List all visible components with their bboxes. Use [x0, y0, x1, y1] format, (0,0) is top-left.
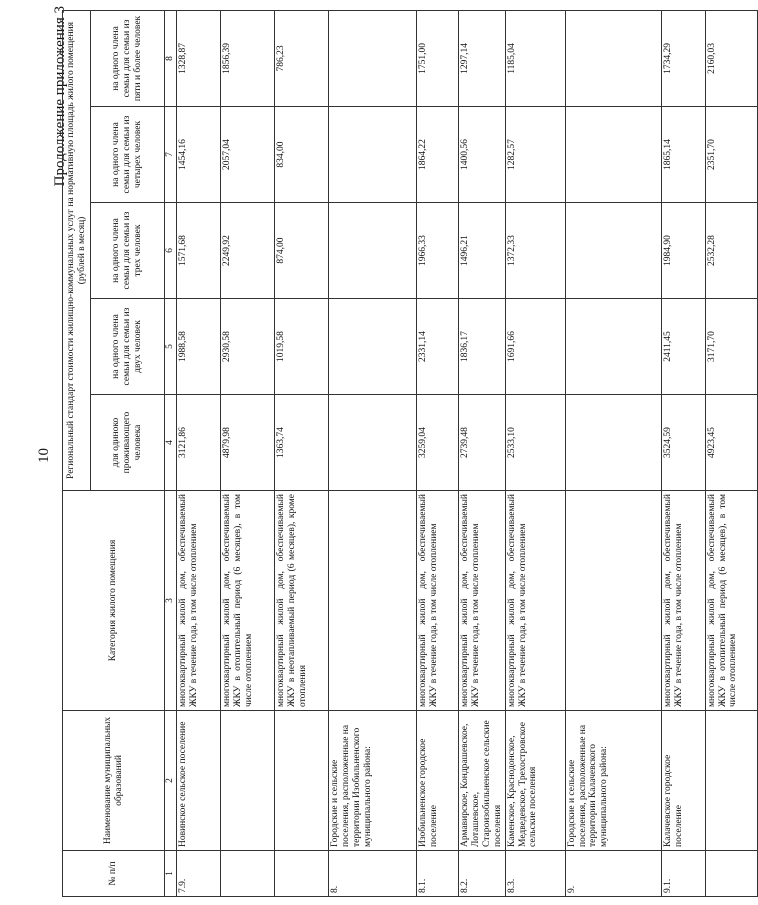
cost-value: 2057,04	[220, 107, 274, 203]
cost-value: 2930,58	[220, 299, 274, 395]
cost-value: 1282,57	[505, 107, 565, 203]
municipality-name: Новинское сельское поселение	[176, 711, 220, 851]
housing-category	[565, 491, 661, 711]
cost-value	[565, 299, 661, 395]
municipality-name: Городские и сельские поселения, расположенные на территории Калачевского муниципального района:	[565, 711, 661, 851]
cost-value: 3259,04	[416, 395, 458, 491]
cost-value: 4923,45	[705, 395, 757, 491]
cost-value	[565, 203, 661, 299]
cost-value: 3121,86	[176, 395, 220, 491]
col-index: 3	[165, 491, 177, 711]
page-number: 10	[36, 448, 52, 463]
cost-value: 3171,70	[705, 299, 757, 395]
cost-value: 1363,74	[274, 395, 328, 491]
cost-value: 1019,58	[274, 299, 328, 395]
table-row	[565, 10, 661, 896]
header-col7: на одного члена семьи для семьи из четырех человек	[91, 107, 165, 203]
cost-value	[328, 10, 416, 106]
row-number: 7.9.	[176, 851, 220, 897]
housing-category: многоквартирный жилой дом, обеспечиваемый ЖКУ в течение года, в том числе отоплением	[176, 491, 220, 711]
cost-value: 1400,56	[458, 107, 505, 203]
cost-value	[328, 395, 416, 491]
header-col6: на одного члена семьи для семьи из трех человек	[91, 203, 165, 299]
row-number: 8.2.	[458, 851, 505, 897]
row-number	[274, 851, 328, 897]
municipality-name: Городские и сельские поселения, расположенные на территории Изобильненского муниципального района:	[328, 711, 416, 851]
col-index: 6	[165, 203, 177, 299]
header-standard: Региональный стандарт стоимости жилищно-коммунальных услуг на нормативную площадь жилого помещения (рублей в месяц)	[63, 10, 91, 490]
housing-cost-table	[62, 10, 758, 897]
cost-value: 1836,17	[458, 299, 505, 395]
housing-category: многоквартирный жилой дом, обеспечиваемый ЖКУ в течение года, в том числе отоплением	[661, 491, 705, 711]
cost-value: 1454,16	[176, 107, 220, 203]
cost-value: 1984,90	[661, 203, 705, 299]
col-index: 2	[165, 711, 177, 851]
table-row	[328, 10, 416, 896]
cost-value: 874,00	[274, 203, 328, 299]
col-index: 7	[165, 107, 177, 203]
table-row	[505, 10, 565, 896]
cost-value: 1988,58	[176, 299, 220, 395]
municipality-name	[705, 711, 757, 851]
row-number: 9.	[565, 851, 661, 897]
table-row	[220, 10, 274, 896]
cost-value: 1297,14	[458, 10, 505, 106]
col-index: 4	[165, 395, 177, 491]
cost-value	[328, 107, 416, 203]
cost-value: 2351,70	[705, 107, 757, 203]
cost-value: 2331,14	[416, 299, 458, 395]
cost-value: 1856,39	[220, 10, 274, 106]
housing-category: многоквартирный жилой дом, обеспечиваемый ЖКУ в отопительный период (6 месяцев), в том числе отоплением	[705, 491, 757, 711]
header-num: № п/п	[63, 851, 165, 897]
cost-value: 1734,29	[661, 10, 705, 106]
row-number: 8.1.	[416, 851, 458, 897]
cost-value	[328, 299, 416, 395]
table-row	[661, 10, 705, 896]
header-category: Категория жилого помещения	[63, 491, 165, 711]
header-col5: на одного члена семьи для семьи из двух человек	[91, 299, 165, 395]
municipality-name	[274, 711, 328, 851]
housing-category: многоквартирный жилой дом, обеспечиваемый ЖКУ в течение года, в том числе отоплением	[505, 491, 565, 711]
table-row	[274, 10, 328, 896]
cost-value: 4879,98	[220, 395, 274, 491]
municipality-name: Каменское, Краснодонское, Медведевское, Трехостровское сельские поселения	[505, 711, 565, 851]
column-index-row	[165, 10, 177, 896]
municipality-name: Армавирское, Кондрашевское, Лоташевское, Староизобильненское сельские поселения	[458, 711, 505, 851]
cost-value: 786,23	[274, 10, 328, 106]
cost-value: 834,00	[274, 107, 328, 203]
housing-category: многоквартирный жилой дом, обеспечиваемый ЖКУ в отопительный период (6 месяцев), в том числе отоплением	[220, 491, 274, 711]
cost-value: 3524,59	[661, 395, 705, 491]
municipality-name	[220, 711, 274, 851]
cost-value: 1328,87	[176, 10, 220, 106]
row-number: 8.3.	[505, 851, 565, 897]
row-number	[220, 851, 274, 897]
header-col8: на одного члена семьи для семьи из пяти и более человек	[91, 10, 165, 106]
cost-value: 1571,68	[176, 203, 220, 299]
cost-value: 1691,66	[505, 299, 565, 395]
table-row	[416, 10, 458, 896]
cost-value: 1966,33	[416, 203, 458, 299]
cost-value	[328, 203, 416, 299]
housing-category: многоквартирный жилой дом, обеспечиваемый ЖКУ в неотапливаемый период (6 месяцев), кроме отопления	[274, 491, 328, 711]
cost-value: 2160,03	[705, 10, 757, 106]
header-name: Наименование муниципальных образований	[63, 711, 165, 851]
municipality-name: Изобильненское городское поселение	[416, 711, 458, 851]
row-number	[705, 851, 757, 897]
cost-value: 1496,21	[458, 203, 505, 299]
table-row	[176, 10, 220, 896]
municipality-name: Калачевское городское поселение	[661, 711, 705, 851]
cost-value: 2533,10	[505, 395, 565, 491]
cost-value: 2249,92	[220, 203, 274, 299]
col-index: 8	[165, 10, 177, 106]
cost-value: 2411,45	[661, 299, 705, 395]
row-number: 8.	[328, 851, 416, 897]
col-index: 5	[165, 299, 177, 395]
header-col4: для одиноко проживающего человека	[91, 395, 165, 491]
row-number: 9.1.	[661, 851, 705, 897]
housing-category	[328, 491, 416, 711]
housing-category: многоквартирный жилой дом, обеспечиваемый ЖКУ в течение года, в том числе отоплением	[416, 491, 458, 711]
cost-value: 2739,48	[458, 395, 505, 491]
cost-value: 1751,00	[416, 10, 458, 106]
cost-value: 1185,04	[505, 10, 565, 106]
cost-value: 1865,14	[661, 107, 705, 203]
continuation-label: Продолжение приложения 3	[52, 6, 68, 187]
table-row	[458, 10, 505, 896]
cost-value: 1372,33	[505, 203, 565, 299]
cost-value: 2532,28	[705, 203, 757, 299]
table-row	[705, 10, 757, 896]
cost-value: 1864,22	[416, 107, 458, 203]
housing-category: многоквартирный жилой дом, обеспечиваемый ЖКУ в течение года, в том числе отоплением	[458, 491, 505, 711]
cost-value	[565, 395, 661, 491]
cost-value	[565, 107, 661, 203]
col-index: 1	[165, 851, 177, 897]
cost-value	[565, 10, 661, 106]
table-body	[165, 10, 758, 896]
